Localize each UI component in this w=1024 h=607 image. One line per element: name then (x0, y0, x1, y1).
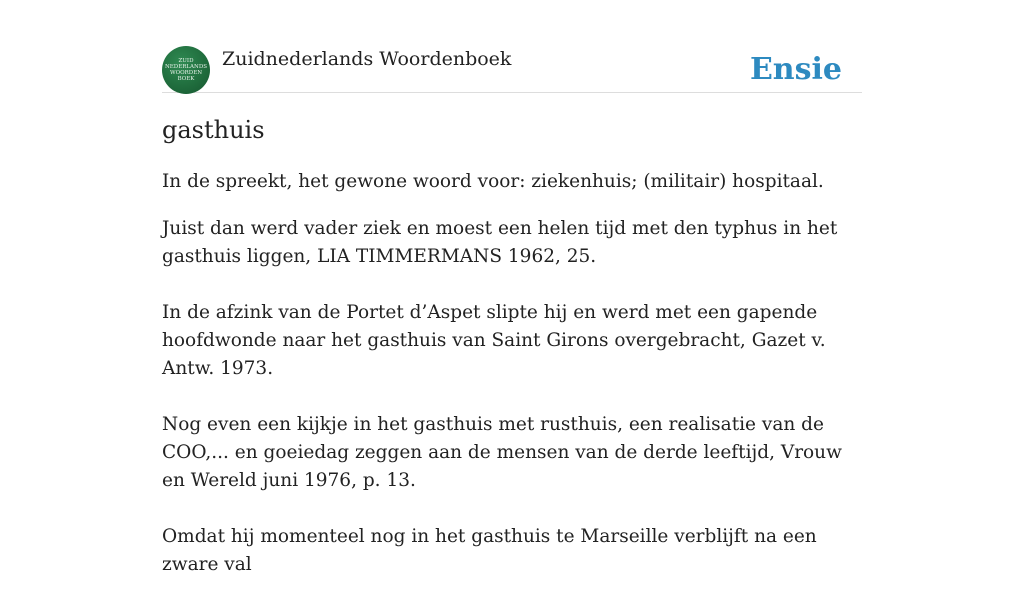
quote-item: In de afzink van de Portet d’Aspet slipte hij en werd met een gapende hoofdwonde naar het gasthuis van Saint Girons overgebracht, Gazet v. Antw. 1973. (162, 302, 826, 379)
dictionary-title-link[interactable]: Zuidnederlands Woordenboek (222, 48, 512, 70)
quote-item: Omdat hij momenteel nog in het gasthuis te Marseille verblijft na een zware val (162, 526, 817, 575)
entry-definition: In de spreekt, het gewone woord voor: ziekenhuis; (militair) hospitaal. (162, 171, 824, 192)
quote-item: Juist dan werd vader ziek en moest een helen tijd met den typhus in het gasthuis liggen, LIA TIMMERMANS 1962, 25. (162, 218, 838, 267)
logo-text-line-2: NEDERLANDS (164, 64, 207, 70)
entry-title: gasthuis (162, 116, 265, 144)
logo-text-line-1: ZUID (178, 58, 194, 64)
page (162, 0, 862, 575)
logo-text-line-3: WOORDEN (169, 70, 203, 76)
header (162, 44, 862, 93)
ensie-brand-link[interactable]: Ensie (749, 52, 842, 87)
quote-item: Nog even een kijkje in het gasthuis met rusthuis, een realisatie van de COO,... en goeiedag zeggen aan de mensen van de derde leeftijd, Vrouw en Wereld juni 1976, p. 13. (162, 414, 842, 491)
quotes-list (162, 215, 862, 607)
logo-text-line-4: BOEK (177, 76, 195, 82)
site-logo[interactable] (162, 46, 210, 94)
